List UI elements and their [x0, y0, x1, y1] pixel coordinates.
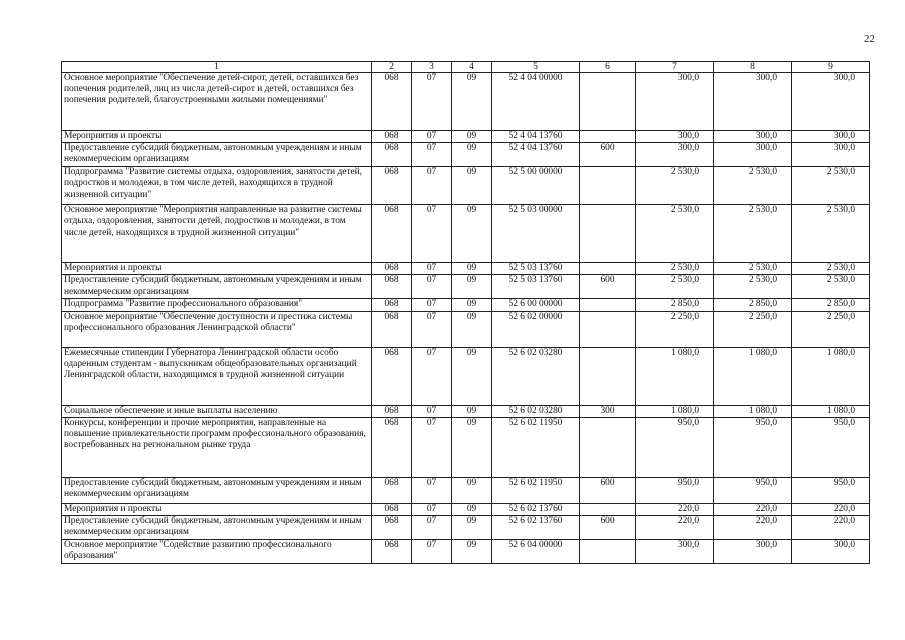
code-csr: 52 6 02 11950	[492, 477, 580, 503]
code-rz: 07	[412, 299, 452, 311]
code-csr: 52 6 00 00000	[492, 299, 580, 311]
code-rz: 07	[412, 347, 452, 405]
budget-table	[61, 61, 870, 564]
value-col8: 2 250,0	[714, 311, 792, 347]
code-csr: 52 5 03 13760	[492, 275, 580, 299]
row-name: Основное мероприятие "Обеспечение доступности и престижа системы профессионального образования Ленинградской области"	[62, 311, 372, 347]
code-vr	[580, 503, 636, 515]
header-cell: 5	[492, 62, 580, 73]
value-col7: 220,0	[636, 503, 714, 515]
row-name: Предоставление субсидий бюджетным, автономным учреждениям и иным некоммерческим организациям	[62, 477, 372, 503]
value-col9: 300,0	[792, 131, 870, 143]
table-row	[62, 131, 870, 143]
value-col7: 300,0	[636, 143, 714, 167]
value-col8: 2 850,0	[714, 299, 792, 311]
value-col7: 300,0	[636, 73, 714, 131]
table-row	[62, 205, 870, 263]
code-rz: 07	[412, 263, 452, 275]
value-col9: 2 530,0	[792, 167, 870, 205]
code-vr: 300	[580, 405, 636, 417]
value-col9: 220,0	[792, 503, 870, 515]
code-csr: 52 5 03 00000	[492, 205, 580, 263]
value-col8: 2 530,0	[714, 167, 792, 205]
code-rz: 07	[412, 73, 452, 131]
value-col7: 2 530,0	[636, 167, 714, 205]
value-col8: 1 080,0	[714, 347, 792, 405]
row-name: Мероприятия и проекты	[62, 503, 372, 515]
code-vr: 600	[580, 516, 636, 540]
value-col8: 220,0	[714, 503, 792, 515]
value-col8: 950,0	[714, 417, 792, 477]
code-pr: 09	[452, 311, 492, 347]
code-gr: 068	[372, 131, 412, 143]
header-cell: 9	[792, 62, 870, 73]
table-row	[62, 417, 870, 477]
code-gr: 068	[372, 347, 412, 405]
code-rz: 07	[412, 167, 452, 205]
code-vr: 600	[580, 477, 636, 503]
table-row	[62, 167, 870, 205]
value-col7: 950,0	[636, 477, 714, 503]
value-col9: 2 530,0	[792, 205, 870, 263]
header-cell: 6	[580, 62, 636, 73]
row-name: Предоставление субсидий бюджетным, автономным учреждениям и иным некоммерческим организациям	[62, 275, 372, 299]
code-csr: 52 6 02 11950	[492, 417, 580, 477]
code-vr	[580, 311, 636, 347]
code-gr: 068	[372, 405, 412, 417]
code-csr: 52 5 03 13760	[492, 263, 580, 275]
header-cell: 2	[372, 62, 412, 73]
code-pr: 09	[452, 131, 492, 143]
code-gr: 068	[372, 143, 412, 167]
code-pr: 09	[452, 143, 492, 167]
code-vr	[580, 167, 636, 205]
row-name: Социальное обеспечение и иные выплаты населению	[62, 405, 372, 417]
code-rz: 07	[412, 143, 452, 167]
code-rz: 07	[412, 205, 452, 263]
code-vr	[580, 347, 636, 405]
code-rz: 07	[412, 275, 452, 299]
code-csr: 52 6 02 13760	[492, 516, 580, 540]
value-col9: 2 250,0	[792, 311, 870, 347]
code-csr: 52 6 02 13760	[492, 503, 580, 515]
code-vr	[580, 131, 636, 143]
row-name: Мероприятия и проекты	[62, 263, 372, 275]
table-row	[62, 347, 870, 405]
table-row	[62, 299, 870, 311]
code-gr: 068	[372, 516, 412, 540]
code-vr: 600	[580, 275, 636, 299]
code-gr: 068	[372, 275, 412, 299]
code-pr: 09	[452, 299, 492, 311]
code-gr: 068	[372, 205, 412, 263]
value-col8: 300,0	[714, 540, 792, 564]
value-col7: 2 530,0	[636, 263, 714, 275]
value-col9: 300,0	[792, 540, 870, 564]
code-csr: 52 4 04 00000	[492, 73, 580, 131]
row-name: Подпрограмма "Развитие профессионального образования"	[62, 299, 372, 311]
table-row	[62, 143, 870, 167]
code-rz: 07	[412, 503, 452, 515]
value-col9: 1 080,0	[792, 405, 870, 417]
header-cell: 7	[636, 62, 714, 73]
value-col9: 2 850,0	[792, 299, 870, 311]
value-col9: 950,0	[792, 477, 870, 503]
code-pr: 09	[452, 417, 492, 477]
value-col8: 2 530,0	[714, 205, 792, 263]
code-pr: 09	[452, 516, 492, 540]
value-col7: 2 530,0	[636, 205, 714, 263]
code-csr: 52 6 04 00000	[492, 540, 580, 564]
value-col8: 1 080,0	[714, 405, 792, 417]
row-name: Конкурсы, конференции и прочие мероприятия, направленные на повышение привлекательности программ профессионального образования, востребованных на регнональном рынке труда	[62, 417, 372, 477]
code-csr: 52 6 02 00000	[492, 311, 580, 347]
code-gr: 068	[372, 503, 412, 515]
code-pr: 09	[452, 73, 492, 131]
value-col8: 950,0	[714, 477, 792, 503]
code-vr	[580, 417, 636, 477]
code-rz: 07	[412, 516, 452, 540]
value-col8: 2 530,0	[714, 275, 792, 299]
row-name: Мероприятия и проекты	[62, 131, 372, 143]
code-pr: 09	[452, 405, 492, 417]
code-gr: 068	[372, 540, 412, 564]
table-row	[62, 516, 870, 540]
code-gr: 068	[372, 73, 412, 131]
value-col7: 300,0	[636, 131, 714, 143]
code-pr: 09	[452, 275, 492, 299]
header-cell: 8	[714, 62, 792, 73]
code-csr: 52 5 00 00000	[492, 167, 580, 205]
table-row	[62, 477, 870, 503]
code-csr: 52 6 02 03280	[492, 347, 580, 405]
header-cell: 4	[452, 62, 492, 73]
code-pr: 09	[452, 263, 492, 275]
value-col9: 1 080,0	[792, 347, 870, 405]
code-pr: 09	[452, 477, 492, 503]
page-number: 22	[864, 33, 875, 45]
code-gr: 068	[372, 263, 412, 275]
table-row	[62, 73, 870, 131]
code-pr: 09	[452, 503, 492, 515]
row-name: Подпрограмма "Развитие системы отдыха, оздоровления, занятости детей, подростков и молодежи, в том числе детей, находящихся в трудной жизненной ситуации"	[62, 167, 372, 205]
value-col9: 950,0	[792, 417, 870, 477]
code-vr	[580, 73, 636, 131]
value-col7: 300,0	[636, 540, 714, 564]
row-name: Основное мероприятие "Мероприятия направленные на развитие системы отдыха, оздоровления, занятости детей, подростков и молодежи, в том числе детей, находящихся в трудной жизненной ситуации"	[62, 205, 372, 263]
code-csr: 52 6 02 03280	[492, 405, 580, 417]
value-col8: 220,0	[714, 516, 792, 540]
header-cell: 3	[412, 62, 452, 73]
code-vr	[580, 263, 636, 275]
value-col9: 2 530,0	[792, 275, 870, 299]
code-gr: 068	[372, 417, 412, 477]
header-cell: 1	[62, 62, 372, 73]
row-name: Основное мероприятие "Обеспечение детей-сирот, детей, оставшихся без попечения родителей, лиц из числа детей-сирот и детей, оставшихся без попечения родителей, благоустроенными жилыми помещениями"	[62, 73, 372, 131]
table-row	[62, 503, 870, 515]
code-vr	[580, 540, 636, 564]
code-rz: 07	[412, 477, 452, 503]
code-pr: 09	[452, 205, 492, 263]
code-pr: 09	[452, 347, 492, 405]
value-col9: 300,0	[792, 73, 870, 131]
row-name: Основное мероприятие "Содействие развитию профессионального образования"	[62, 540, 372, 564]
value-col8: 300,0	[714, 143, 792, 167]
value-col9: 220,0	[792, 516, 870, 540]
code-csr: 52 4 04 13760	[492, 131, 580, 143]
table-row	[62, 405, 870, 417]
code-pr: 09	[452, 540, 492, 564]
value-col7: 2 250,0	[636, 311, 714, 347]
value-col7: 1 080,0	[636, 405, 714, 417]
code-rz: 07	[412, 405, 452, 417]
code-vr	[580, 205, 636, 263]
code-vr	[580, 299, 636, 311]
row-name: Предоставление субсидий бюджетным, автономным учреждениям и иным некоммерческим организациям	[62, 516, 372, 540]
value-col9: 300,0	[792, 143, 870, 167]
row-name: Ежемесячные стипендии Губернатора Ленинградской области особо одаренным студентам - выпускникам общеобразовательных организаций Ленинградской области, находящимся в трудной жизненной ситуации	[62, 347, 372, 405]
code-gr: 068	[372, 167, 412, 205]
table-row	[62, 540, 870, 564]
code-rz: 07	[412, 540, 452, 564]
code-gr: 068	[372, 311, 412, 347]
code-pr: 09	[452, 167, 492, 205]
code-rz: 07	[412, 311, 452, 347]
value-col7: 1 080,0	[636, 347, 714, 405]
value-col8: 300,0	[714, 131, 792, 143]
value-col7: 2 530,0	[636, 275, 714, 299]
table-row	[62, 275, 870, 299]
value-col7: 950,0	[636, 417, 714, 477]
table-row	[62, 263, 870, 275]
value-col8: 300,0	[714, 73, 792, 131]
value-col8: 2 530,0	[714, 263, 792, 275]
code-rz: 07	[412, 417, 452, 477]
value-col7: 220,0	[636, 516, 714, 540]
value-col7: 2 850,0	[636, 299, 714, 311]
code-gr: 068	[372, 299, 412, 311]
code-csr: 52 4 04 13760	[492, 143, 580, 167]
row-name: Предоставление субсидий бюджетным, автономным учреждениям и иным некоммерческим организациям	[62, 143, 372, 167]
code-gr: 068	[372, 477, 412, 503]
header-row	[62, 62, 870, 73]
table-row	[62, 311, 870, 347]
value-col9: 2 530,0	[792, 263, 870, 275]
code-vr: 600	[580, 143, 636, 167]
code-rz: 07	[412, 131, 452, 143]
